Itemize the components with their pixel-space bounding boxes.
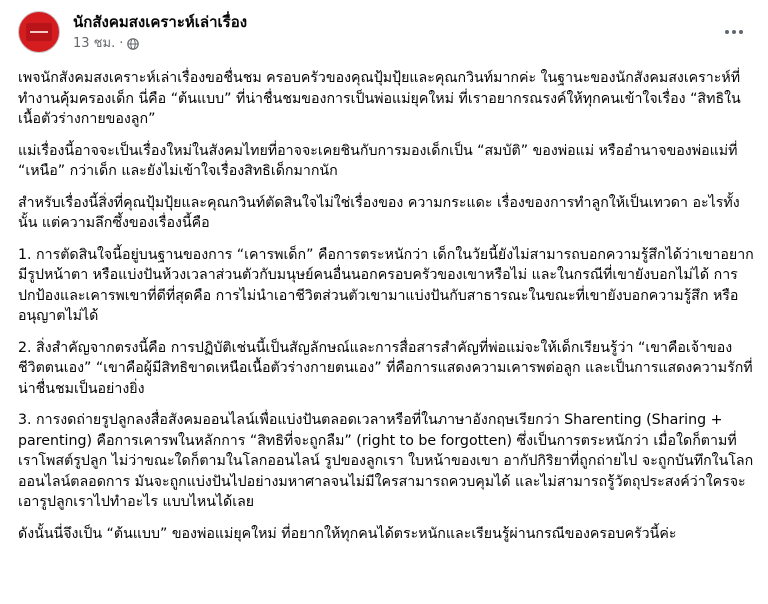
post-paragraph: 1. การตัดสินใจนี้อยู่บนฐานของการ “เคารพเด็ก” คือการตระหนักว่า เด็กในวัยนี้ยังไม่สามารถบอกความรู้สึกได้ว่าเขาอยากมีรูปหน้าตา หรือแบ่งปันห้วงเวลาส่วนตัวกับมนุษย์คนอื่นนอกครอบครัวของเขาหรือไม่ และในกรณีที่เขายังบอกไม่ได้ การปกป้องและเคารพเขาที่ดีที่สุดคือ การไม่นำเอาชีวิตส่วนตัวเขามาแบ่งปันกับสาธารณะในขณะที่เขายังบอกความรู้สึก หรืออนุญาตไม่ได้ [18, 246, 754, 324]
globe-icon[interactable] [127, 38, 139, 50]
post-timestamp[interactable]: 13 ชม. [73, 36, 116, 51]
more-options-button[interactable] [716, 14, 752, 50]
post-paragraph: สำหรับเรื่องนี้สิ่งที่คุณปุ้มปุ้ยและคุณกวินท์ตัดสินใจไม่ใช่เรื่องของ ความกระแดะ เรื่องของการทำลูกให้เป็นเทวดา อะไรทั้งนั้น แต่ความลึกซึ้งของเรื่องนี้คือ [18, 194, 740, 231]
post-meta [73, 35, 139, 53]
more-horizontal-icon [732, 30, 736, 34]
post-body [18, 68, 754, 555]
post-paragraph: ดังนั้นนี่จึงเป็น “ต้นแบบ” ของพ่อแม่ยุคใหม่ ที่อยากให้ทุกคนได้ตระหนักและเรียนรู้ผ่านกรณีของครอบครัวนี้ค่ะ [18, 525, 677, 542]
meta-separator: · [119, 36, 124, 51]
post-paragraph: แม่เรื่องนี้อาจจะเป็นเรื่องใหม่ในสังคมไทยที่อาจจะเคยชินกับการมองเด็กเป็น “สมบัติ” ของพ่อแม่ หรืออำนาจของพ่อแม่ที่ “เหนือ” กว่าเด็ก และยังไม่เข้าใจเรื่องสิทธิเด็กมากนัก [18, 142, 738, 179]
more-horizontal-icon [725, 30, 729, 34]
post-paragraph: 2. สิ่งสำคัญจากตรงนี้คือ การปฏิบัติเช่นนี้เป็นสัญลักษณ์และการสื่อสารสำคัญที่พ่อแม่จะให้เด็กเรียนรู้ว่า “เขาคือเจ้าของชีวิตตนเอง” “เขาคือผู้มีสิทธิขาดเหนือเนื้อตัวร่างกายตนเอง” ที่คือการแสดงความเคารพต่อลูก และเป็นการแสดงความรักที่น่าชื่นชมเป็นอย่างยิ่ง [18, 339, 753, 397]
avatar-logo [26, 23, 52, 41]
post-paragraph: เพจนักสังคมสงเคราะห์เล่าเรื่องขอชื่นชม ครอบครัวของคุณปุ้มปุ้ยและคุณกวินท์มากค่ะ ในฐานะของนักสังคมสงเคราะห์ที่ทำงานคุ้มครองเด็ก นี่คือ “ต้นแบบ” ที่น่าชื่นชมของการเป็นพ่อแม่ยุคใหม่ ที่เราอยากรณรงค์ให้ทุกคนเข้าใจเรื่อง “สิทธิในเนื้อตัวร่างกายของลูก” [18, 70, 741, 127]
post-header [16, 11, 752, 61]
more-horizontal-icon [739, 30, 743, 34]
page-avatar[interactable] [18, 11, 60, 53]
avatar-logo-mark [30, 31, 48, 33]
page-name[interactable]: นักสังคมสงเคราะห์เล่าเรื่อง [73, 13, 248, 31]
post-paragraph: 3. การงดถ่ายรูปลูกลงสื่อสังคมออนไลน์เพื่อแบ่งปันตลอดเวลาหรือที่ในภาษาอังกฤษเรียกว่า Sharenting (Sharing + parenting) คือการเคารพในหลักการ “สิทธิที่จะถูกลืม” (right to be forgotten) ซึ่งเป็นการตระหนักว่า เมื่อใดก็ตามที่เราโพสต์รูปลูก ไม่ว่าขณะใดก็ตามในโลกออนไลน์ รูปของลูกเรา ใบหน้าของเขา อากัปกิริยาที่ถูกถ่ายไป จะถูกบันทึกในโลกออนไลน์ตลอดการ มันจะถูกแบ่งปันไปอย่างมหาศาลจนไม่มีใครสามารถควบคุมได้ และไม่สามารถรู้วัตถุประสงค์ว่าใครจะเอารูปลูกเราไปทำอะไร แบบไหนได้เลย [18, 412, 754, 510]
